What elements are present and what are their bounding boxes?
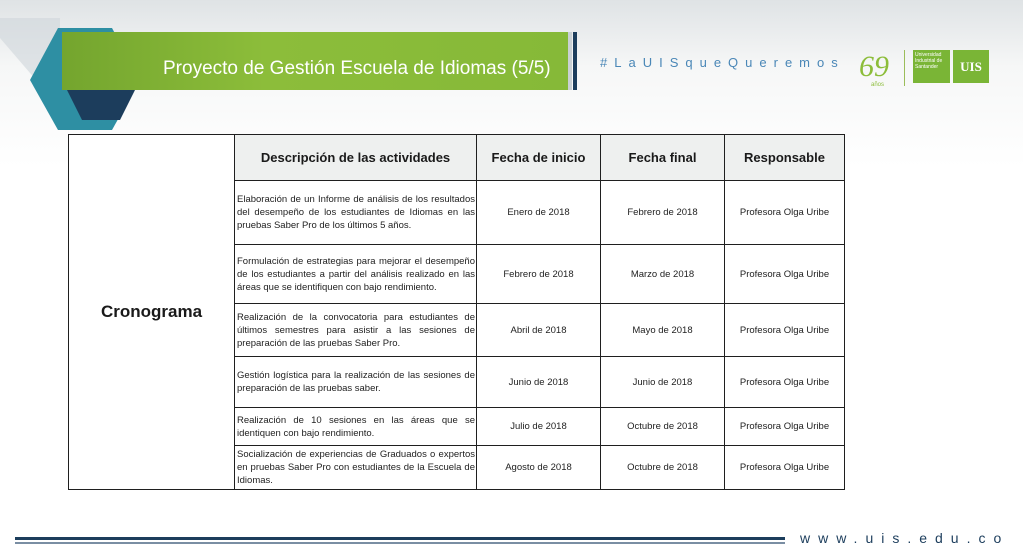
column-header-description: Descripción de las actividades [235, 135, 477, 181]
responsible: Profesora Olga Uribe [725, 408, 845, 446]
title-divider-gray [568, 32, 572, 90]
hashtag-text: #LaUISqueQueremos [600, 55, 845, 70]
footer-line-gray [15, 542, 785, 544]
uis-logo: UIS [953, 50, 989, 83]
footer-url: www.uis.edu.co [800, 530, 1010, 546]
end-date: Octubre de 2018 [601, 408, 725, 446]
responsible: Profesora Olga Uribe [725, 304, 845, 357]
responsible: Profesora Olga Uribe [725, 245, 845, 304]
end-date: Junio de 2018 [601, 357, 725, 408]
start-date: Julio de 2018 [477, 408, 601, 446]
activity-description: Socialización de experiencias de Graduados o expertos en pruebas Saber Pro con estudiantes de la Escuela de Idiomas. [235, 446, 477, 490]
column-header-end-date: Fecha final [601, 135, 725, 181]
activity-description: Realización de la convocatoria para estudiantes de últimos semestres para asistir a las sesiones de preparación de las pruebas Saber Pro. [235, 304, 477, 357]
start-date: Enero de 2018 [477, 181, 601, 245]
end-date: Marzo de 2018 [601, 245, 725, 304]
title-divider-navy [573, 32, 577, 90]
logo-69-number: 69 [859, 50, 889, 83]
start-date: Junio de 2018 [477, 357, 601, 408]
column-header-start-date: Fecha de inicio [477, 135, 601, 181]
activity-description: Elaboración de un Informe de análisis de los resultados del desempeño de los estudiantes de Idiomas en las pruebas Saber Pro de los últimos 5 años. [235, 181, 477, 245]
logo-divider [904, 50, 905, 86]
section-label-cronograma: Cronograma [69, 135, 235, 490]
footer-line-navy [15, 537, 785, 540]
activity-description: Formulación de estrategias para mejorar el desempeño de los estudiantes a partir del análisis realizado en las áreas que se identifiquen con bajo rendimiento. [235, 245, 477, 304]
end-date: Mayo de 2018 [601, 304, 725, 357]
end-date: Febrero de 2018 [601, 181, 725, 245]
start-date: Agosto de 2018 [477, 446, 601, 490]
university-name-logo: Universidad Industrial de Santander [913, 50, 950, 83]
responsible: Profesora Olga Uribe [725, 446, 845, 490]
schedule-table [68, 134, 845, 490]
start-date: Abril de 2018 [477, 304, 601, 357]
logo-69-subtitle: años [871, 82, 885, 88]
69-years-logo [857, 46, 901, 90]
responsible: Profesora Olga Uribe [725, 181, 845, 245]
start-date: Febrero de 2018 [477, 245, 601, 304]
responsible: Profesora Olga Uribe [725, 357, 845, 408]
activity-description: Realización de 10 sesiones en las áreas que se identiquen con bajo rendimiento. [235, 408, 477, 446]
end-date: Octubre de 2018 [601, 446, 725, 490]
activity-description: Gestión logística para la realización de las sesiones de preparación de las pruebas saber. [235, 357, 477, 408]
column-header-responsible: Responsable [725, 135, 845, 181]
page-title: Proyecto de Gestión Escuela de Idiomas (5/5) [163, 58, 551, 79]
